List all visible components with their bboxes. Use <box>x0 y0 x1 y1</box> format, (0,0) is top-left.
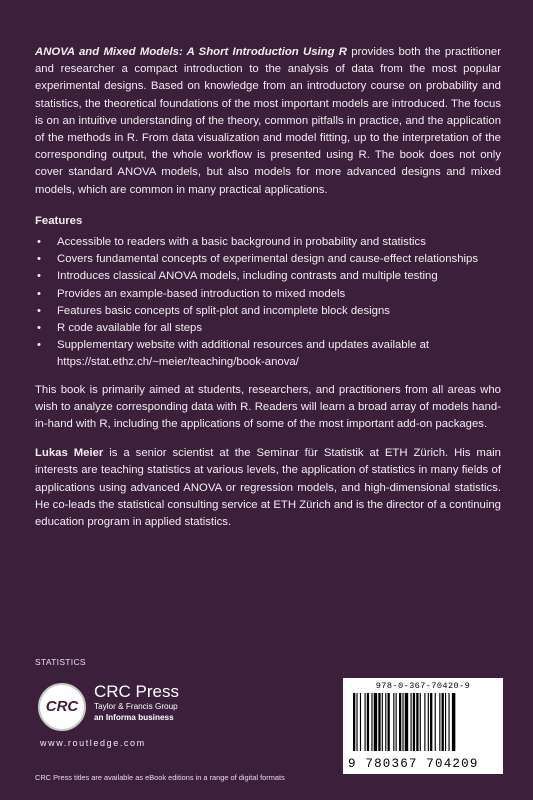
barcode-bar <box>439 693 440 751</box>
crc-logo-mark: CRC <box>45 698 79 715</box>
bullet-icon: • <box>37 236 41 249</box>
barcode-bar <box>430 693 432 751</box>
feature-item: • Covers fundamental concepts of experimental design and cause-effect relationships <box>35 251 501 268</box>
barcode-bar <box>396 693 397 751</box>
barcode-bar <box>402 693 403 751</box>
barcode-bars <box>353 693 493 751</box>
barcode-bar <box>424 693 425 751</box>
features-list <box>35 234 501 372</box>
barcode-bar <box>360 693 361 751</box>
barcode-bar <box>416 693 418 751</box>
author-bio <box>35 445 501 531</box>
category-label: STATISTICS <box>35 657 86 667</box>
barcode-bar <box>405 693 408 751</box>
publisher-group: Taylor & Francis Group <box>94 702 178 711</box>
barcode-bar <box>393 693 394 751</box>
barcode-bar <box>452 693 455 751</box>
barcode-bar <box>435 693 436 751</box>
barcode-bar <box>442 693 444 751</box>
publisher-block <box>94 682 179 723</box>
feature-item: • R code available for all steps <box>35 320 501 337</box>
publisher-name: CRC Press <box>94 682 180 701</box>
feature-item: • Provides an example-based introduction to mixed models <box>35 286 501 303</box>
ebook-note: CRC Press titles are available as eBook editions in a range of digital formats <box>35 773 285 782</box>
barcode-bar <box>371 693 372 751</box>
intro-paragraph <box>35 44 501 199</box>
barcode-bar <box>411 693 412 751</box>
audience-paragraph: This book is primarily aimed at students, researchers, and practitioners from all areas who wish to analyze corresponding data with R. Readers will learn a broad array of models hand-in-hand with R, including the applications of some of the most important add-on packages. <box>35 383 501 431</box>
barcode-bar <box>448 693 449 751</box>
barcode-bar <box>374 693 377 751</box>
bullet-icon: • <box>37 304 41 317</box>
book-title: ANOVA and Mixed Models: A Short Introduction Using R <box>35 46 347 58</box>
intro-body: provides both the practitioner and researcher a compact introduction to the analysis of data from the most popular experimental designs. Based on knowledge from an introductory course on probability and statistics, the theoretical foundations of the most important models are introduced. The focus is on an intuitive understanding of the theory, common pitfalls in practice, and the application of the methods in R. From data visualization and model fitting, up to the interpretation of the corresponding output, the whole workflow is presented using R. The book does not only cover standard ANOVA models, but also models for more advanced designs and mixed models, which are common in many practical applications. <box>35 46 501 196</box>
barcode-bar <box>399 693 401 751</box>
barcode-bar <box>382 693 383 751</box>
feature-item: • Features basic concepts of split-plot and incomplete block designs <box>35 303 501 320</box>
publisher-website[interactable]: www.routledge.com <box>40 738 146 748</box>
back-cover-text <box>35 44 501 531</box>
isbn-text: 978-0-367-70420-9 <box>375 681 471 691</box>
barcode-bar <box>378 693 380 751</box>
barcode-bar <box>413 693 415 751</box>
barcode-bar <box>356 693 357 751</box>
bullet-icon: • <box>37 322 41 335</box>
bullet-icon: • <box>37 287 41 300</box>
feature-item: • Supplementary website with additional resources and updates available at https://stat.ethz.ch/~meier/teaching/book-anova/ <box>37 339 430 369</box>
barcode-bar <box>367 693 369 751</box>
author-bio-text: is a senior scientist at the Seminar für Statistik at ETH Zürich. His main interests are teaching statistics at various levels, the application of statistics in many fields of applications using advanced ANOVA or regression models, and high-dimensional statistics. He co-leads the statistical consulting service at ETH Zürich and is the director of a continuing education program in applied statistics. <box>35 447 501 529</box>
barcode-bar <box>388 693 390 751</box>
author-name: Lukas Meier <box>35 447 104 460</box>
barcode-bar <box>445 693 446 751</box>
barcode-bar <box>353 693 355 751</box>
barcode-bar <box>428 693 429 751</box>
bullet-icon: • <box>37 339 41 352</box>
barcode-bar <box>365 693 366 751</box>
publisher-business: an Informa business <box>94 713 174 722</box>
barcode-bar <box>420 693 421 751</box>
features-heading: Features <box>35 214 83 227</box>
barcode-bar <box>385 693 386 751</box>
isbn-barcode <box>343 678 503 774</box>
feature-item: • Introduces classical ANOVA models, including contrasts and multiple testing <box>35 268 501 285</box>
bullet-icon: • <box>37 270 41 283</box>
crc-logo-icon <box>38 683 86 731</box>
bullet-icon: • <box>37 253 41 266</box>
feature-item: • Accessible to readers with a basic background in probability and statistics <box>35 234 501 251</box>
isbn-digits: 9 780367 704209 <box>348 757 479 771</box>
